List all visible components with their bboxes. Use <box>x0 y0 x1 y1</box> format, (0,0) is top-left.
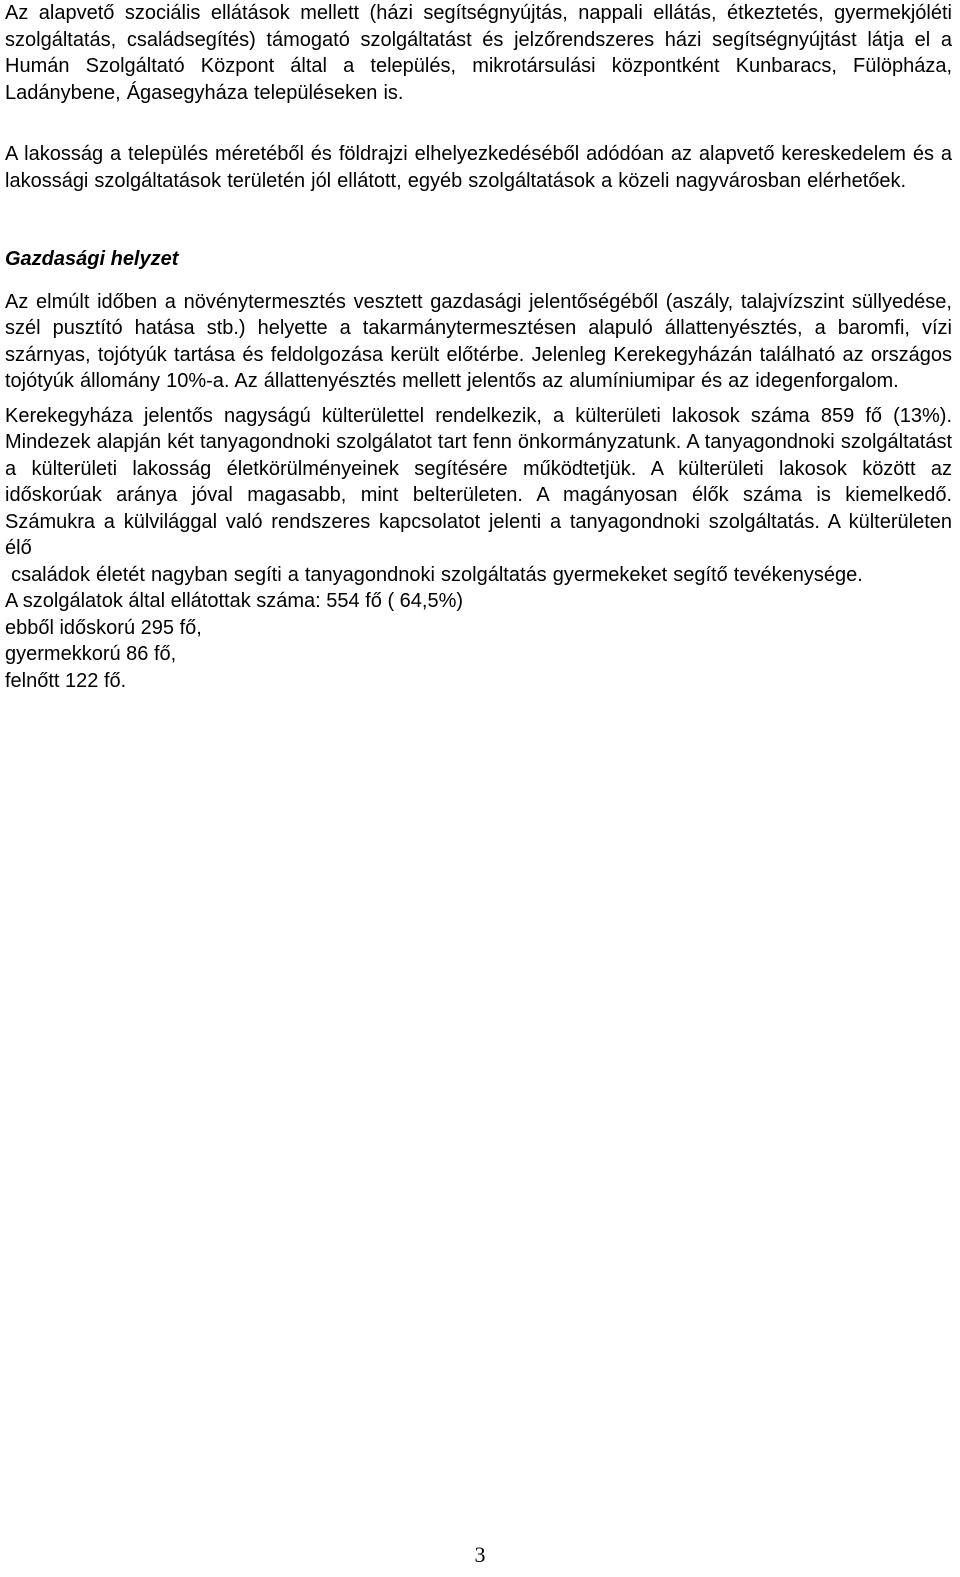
economy-paragraph: Az elmúlt időben a növénytermesztés vesztett gazdasági jelentőségéből (aszály, talajvízszint süllyedése, szél pusztító hatása stb.) helyette a takarmánytermesztésen alapuló állattenyésztés, a baromfi, vízi szárnyas, tojótyúk tartása és feldolgozása került előtérbe. Jelenleg Kerekegyházán található az országos tojótyúk állomány 10%-a. Az állattenyésztés mellett jelentős az alumíniumipar és az idegenforgalom. <box>5 290 952 392</box>
page-number: 3 <box>474 1542 486 1567</box>
section-heading-economic-situation: Gazdasági helyzet <box>5 248 179 270</box>
service-statistics-list <box>5 588 952 694</box>
outskirts-paragraph: Kerekegyháza jelentős nagyságú külterülettel rendelkezik, a külterületi lakosok száma 859 fő (13%). Mindezek alapján két tanyagondnoki szolgálatot tart fenn önkormányzatunk. A tanyagondnoki szolgáltatást a külterületi lakosság életkörülményeinek segítésére működtetjük. A külterületi lakosok között az időskorúak aránya jóval magasabb, mint belterületen. A magányosan élők száma is kiemelkedő. Számukra a külvilággal való rendszeres kapcsolatot jelenti a tanyagondnoki szolgáltatás. A külterületen élő <box>5 404 952 559</box>
stat-adults: felnőtt 122 fő. <box>5 669 127 692</box>
intro-paragraph-services-availability: A lakosság a település méretéből és földrajzi elhelyezkedéséből adódóan az alapvető kereskedelem és a lakossági szolgáltatások területén jól ellátott, egyéb szolgáltatások a közeli nagyvárosban elérhetőek. <box>5 143 952 192</box>
stat-total-served: A szolgálatok által ellátottak száma: 554 fő ( 64,5%) <box>5 590 464 612</box>
intro-paragraph-social-services: Az alapvető szociális ellátások mellett (házi segítségnyújtás, nappali ellátás, étkeztetés, gyermekjóléti szolgáltatás, családsegítés) támogató szolgáltatást és jelzőrendszeres házi segítségnyújtást látja el a Humán Szolgáltató Központ által a település, mikrotársulási központként Kunbaracs, Fülöpháza, Ladánybene, Ágasegyháza településeken is. <box>5 2 952 104</box>
stat-elderly: ebből időskorú 295 fő, <box>5 616 202 639</box>
document-page <box>5 0 952 694</box>
outskirts-paragraph-continued: családok életét nagyban segíti a tanyagondnoki szolgáltatás gyermekeket segítő tevékenysége. <box>5 563 863 586</box>
stat-children: gyermekkorú 86 fő, <box>5 643 177 665</box>
